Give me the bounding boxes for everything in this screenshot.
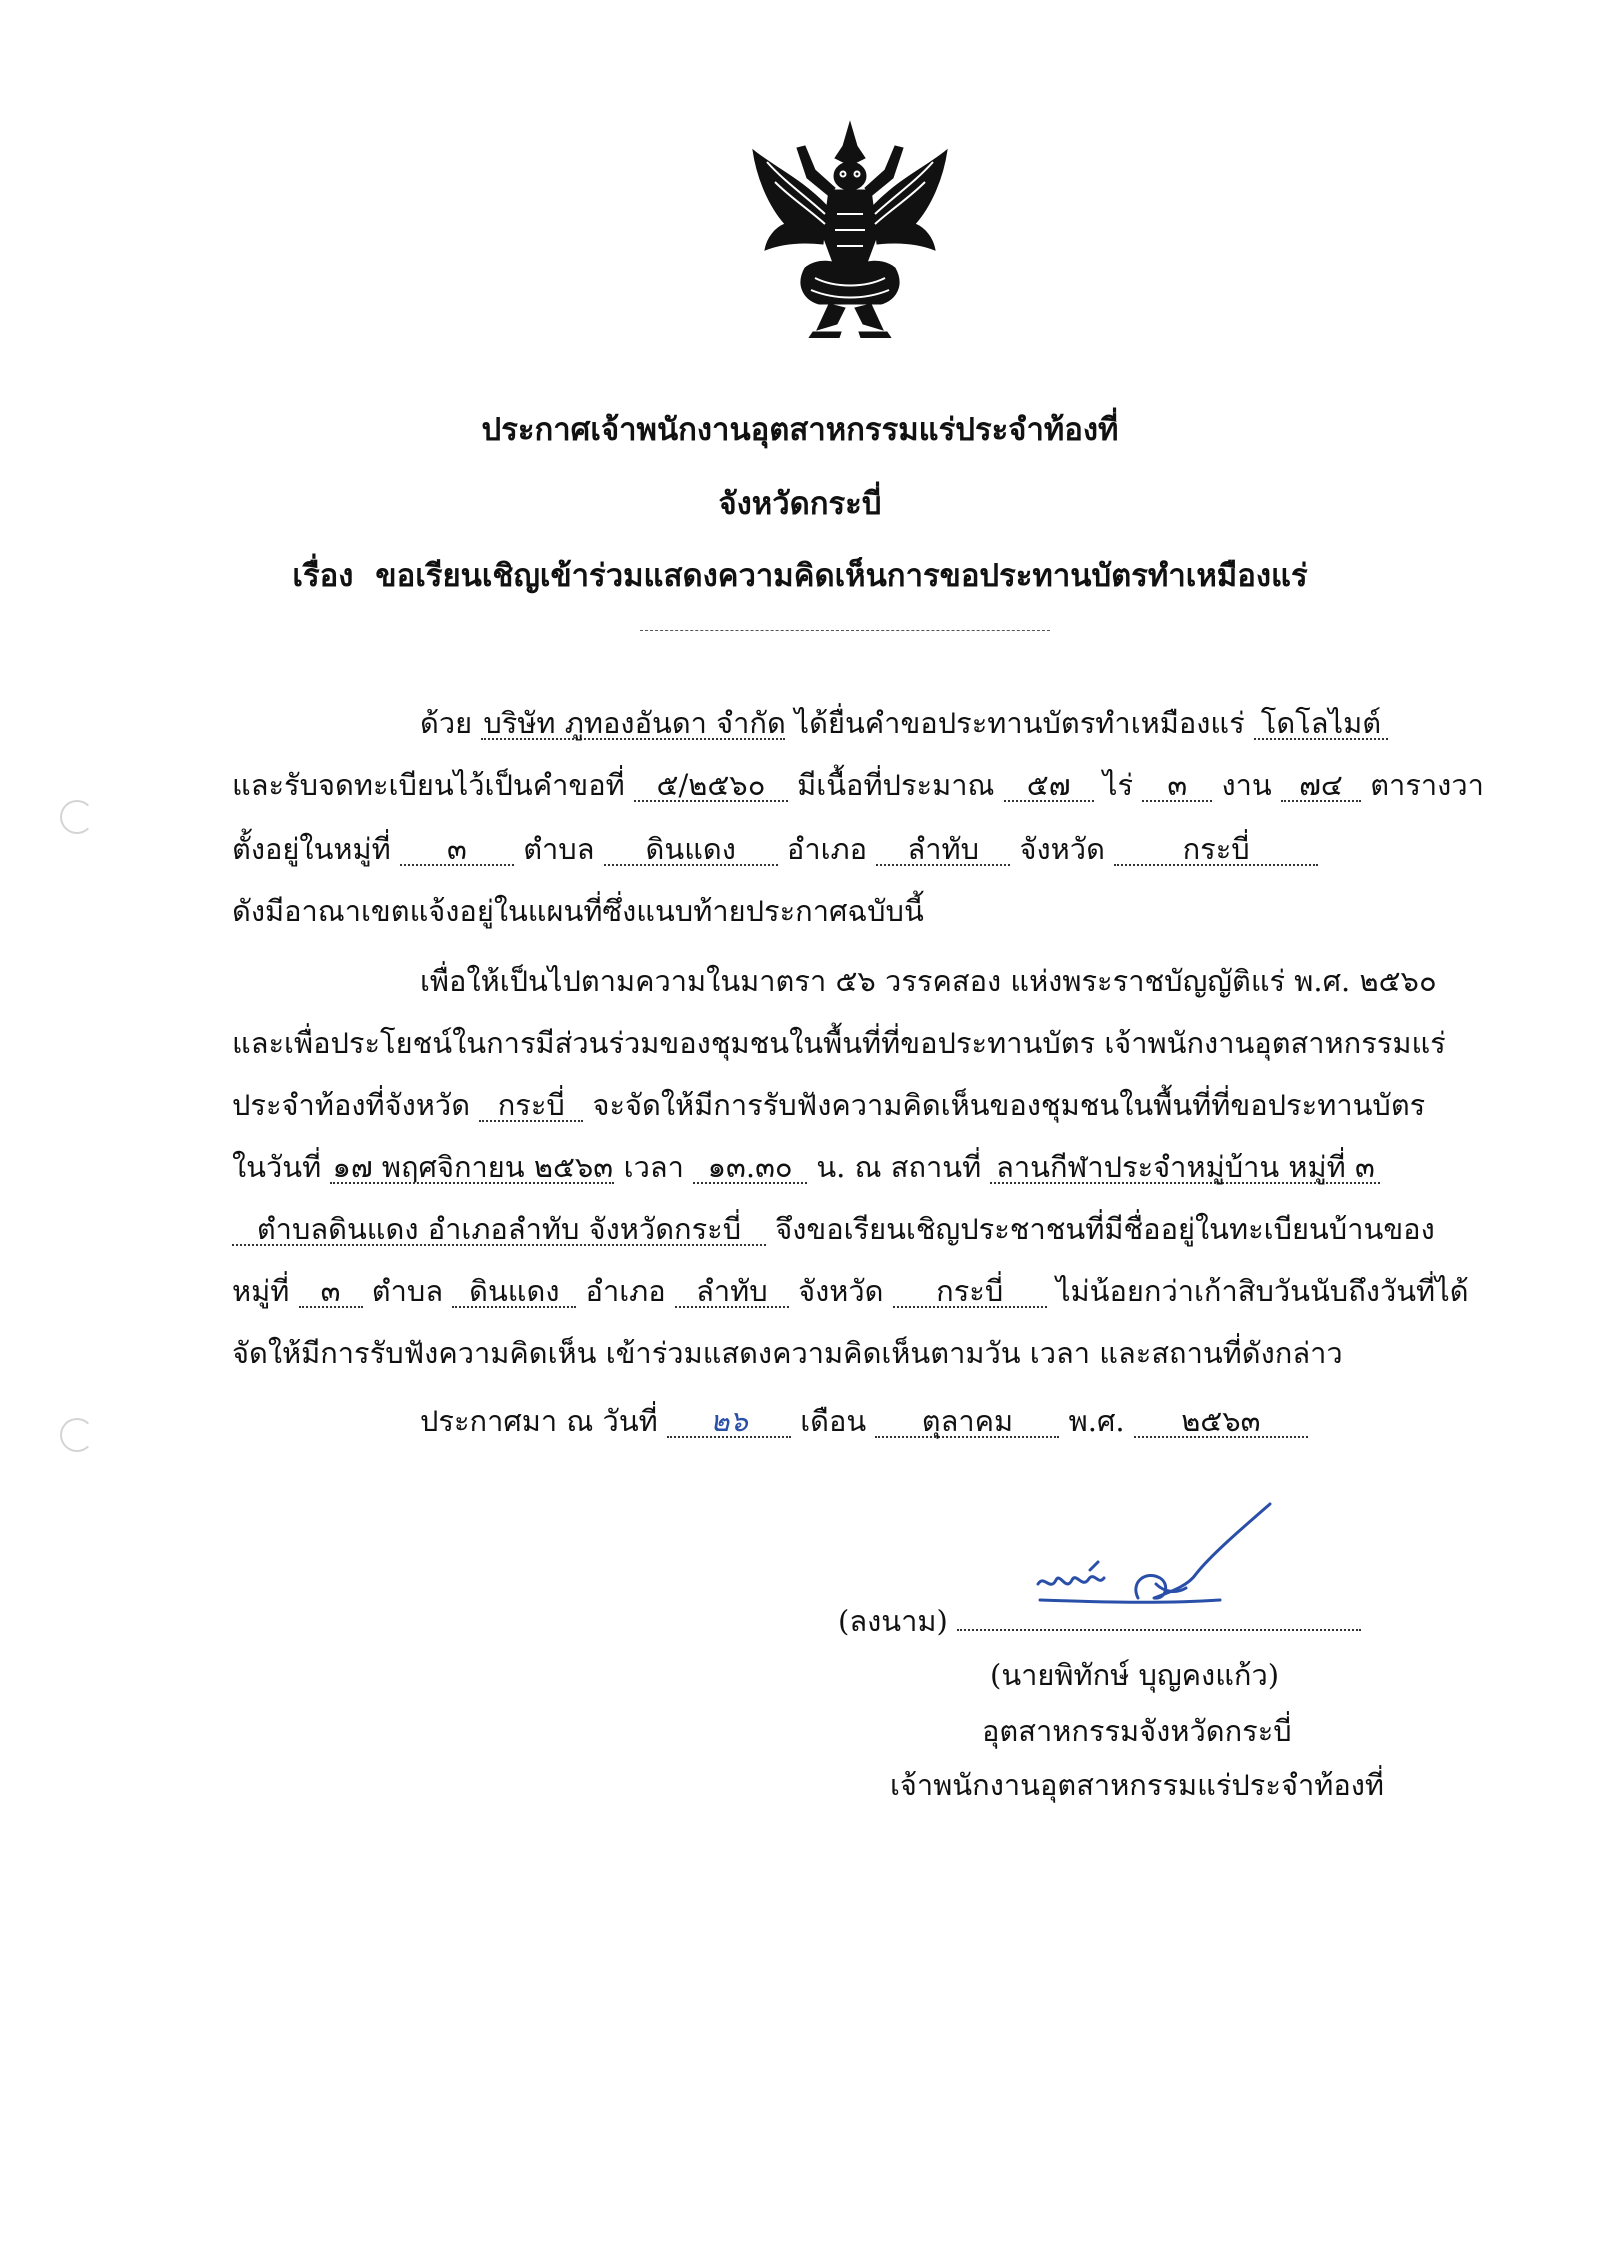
announce-date-line [420,1398,1308,1444]
wa-label: ตารางวา [1370,768,1484,802]
para1-text-b: ได้ยื่นคำขอประทานบัตรทำเหมืองแร่ [794,706,1245,740]
announce-year-field: ๒๕๖๓ [1134,1406,1308,1438]
month-label: เดือน [800,1404,867,1438]
subject-text: ขอเรียนเชิญเข้าร่วมแสดงความคิดเห็นการขอประทานบัตรทำเหมืองแร่ [375,558,1308,594]
company-name-field: บริษัท ภูทองอันดา จำกัด [483,706,786,740]
date-label: ในวันที่ [232,1150,322,1184]
announcement-title: ประกาศเจ้าพนักงานอุตสาหกรรมแร่ประจำท้องที่ [481,412,1119,448]
para1-text-c: และรับจดทะเบียนไว้เป็นคำขอที่ [232,768,625,802]
province2-label: จังหวัด [798,1274,884,1308]
para2-text-b: จะจัดให้มีการรับฟังความคิดเห็นของชุมชนในพื้นที่ที่ขอประทานบัตร [592,1088,1426,1122]
para2-text-c: จึงขอเรียนเชิญประชาชนที่มีชื่ออยู่ในทะเบียนบ้านของ [775,1212,1435,1246]
para1-text-a: ด้วย [420,706,473,740]
para2-line2: และเพื่อประโยชน์ในการมีส่วนร่วมของชุมชนในพื้นที่ที่ขอประทานบัตร เจ้าพนักงานอุตสาหกรรมแร่ [232,1026,1446,1060]
punch-hole-top [60,800,94,834]
tambon-field: ดินแดง [604,834,778,866]
signature-line [838,1598,1361,1644]
para1-line3 [232,826,1318,872]
announce-month-field: ตุลาคม [875,1406,1059,1438]
venue-continued-field: ตำบลดินแดง อำเภอลำทับ จังหวัดกระบี่ [232,1214,766,1246]
venue-field: ลานกีฬาประจำหมู่บ้าน หมู่ที่ ๓ [990,1152,1380,1184]
amphoe-field: ลำทับ [876,834,1010,866]
meeting-date-field: ๑๗ พฤศจิกายน ๒๕๖๓ [332,1150,614,1184]
announce-day-field: ๒๖ [667,1406,791,1438]
signer-position-2: เจ้าพนักงานอุตสาหกรรมแร่ประจำท้องที่ [890,1768,1385,1802]
time-label: เวลา [623,1150,684,1184]
village2-label: หมู่ที่ [232,1274,290,1308]
mineral-field: โดโลไมต์ [1254,708,1388,740]
sign-label: (ลงนาม) [838,1604,948,1638]
announce-text: ประกาศมา ณ วันที่ [420,1404,658,1438]
tambon2-label: ตำบล [371,1274,444,1308]
village-label: ตั้งอยู่ในหมู่ที่ [232,832,391,866]
amphoe2-field: ลำทับ [675,1276,789,1308]
para1-line4: ดังมีอาณาเขตแจ้งอยู่ในแผนที่ซึ่งแนบท้ายประกาศฉบับนี้ [232,894,924,928]
title-divider [640,630,1050,631]
para2-line6 [232,1268,1469,1314]
amphoe2-label: อำเภอ [585,1274,666,1308]
meeting-time-field: ๑๓.๓๐ [693,1152,807,1184]
punch-hole-bottom [60,1418,94,1452]
area-wa-field: ๗๔ [1281,770,1361,802]
para2-line5 [232,1206,1435,1252]
para2-text-d: ไม่น้อยกว่าเก้าสิบวันนับถึงวันที่ได้ [1055,1274,1469,1308]
signer-name: (นายพิทักษ์ บุญคงแก้ว) [990,1658,1280,1692]
province2-field: กระบี่ [893,1276,1047,1308]
para1-text-d: มีเนื้อที่ประมาณ [797,768,995,802]
province-label: จังหวัด [1019,832,1105,866]
ngan-label: งาน [1221,768,1272,802]
venue-label: น. ณ สถานที่ [816,1150,982,1184]
province-field: กระบี่ [1114,834,1318,866]
para2-text-a: ประจำท้องที่จังหวัด [232,1088,471,1122]
signer-position-1: อุตสาหกรรมจังหวัดกระบี่ [982,1714,1292,1748]
province-title: จังหวัดกระบี่ [718,486,882,522]
rai-label: ไร่ [1102,768,1134,802]
para1-line2 [232,762,1484,808]
amphoe-label: อำเภอ [786,832,868,866]
para2-line4 [232,1144,1380,1190]
para2-province-field: กระบี่ [479,1090,583,1122]
request-number-field: ๕/๒๕๖๐ [634,770,788,802]
signature-field [957,1629,1361,1631]
area-rai-field: ๕๗ [1004,770,1094,802]
village2-field: ๓ [299,1276,363,1308]
para2-line3 [232,1082,1425,1128]
area-ngan-field: ๓ [1142,770,1212,802]
tambon-label: ตำบล [523,832,595,866]
village-field: ๓ [400,834,514,866]
garuda-emblem-icon [745,118,955,338]
para2-line7: จัดให้มีการรับฟังความคิดเห็น เข้าร่วมแสดงความคิดเห็นตามวัน เวลา และสถานที่ดังกล่าว [232,1336,1343,1370]
subject-line [0,550,1600,600]
year-label: พ.ศ. [1068,1404,1125,1438]
para1-line1 [420,700,1388,746]
subject-label: เรื่อง [292,558,354,594]
para2-line1: เพื่อให้เป็นไปตามความในมาตรา ๕๖ วรรคสอง แห่งพระราชบัญญัติแร่ พ.ศ. ๒๕๖๐ [420,964,1437,998]
tambon2-field: ดินแดง [452,1276,576,1308]
